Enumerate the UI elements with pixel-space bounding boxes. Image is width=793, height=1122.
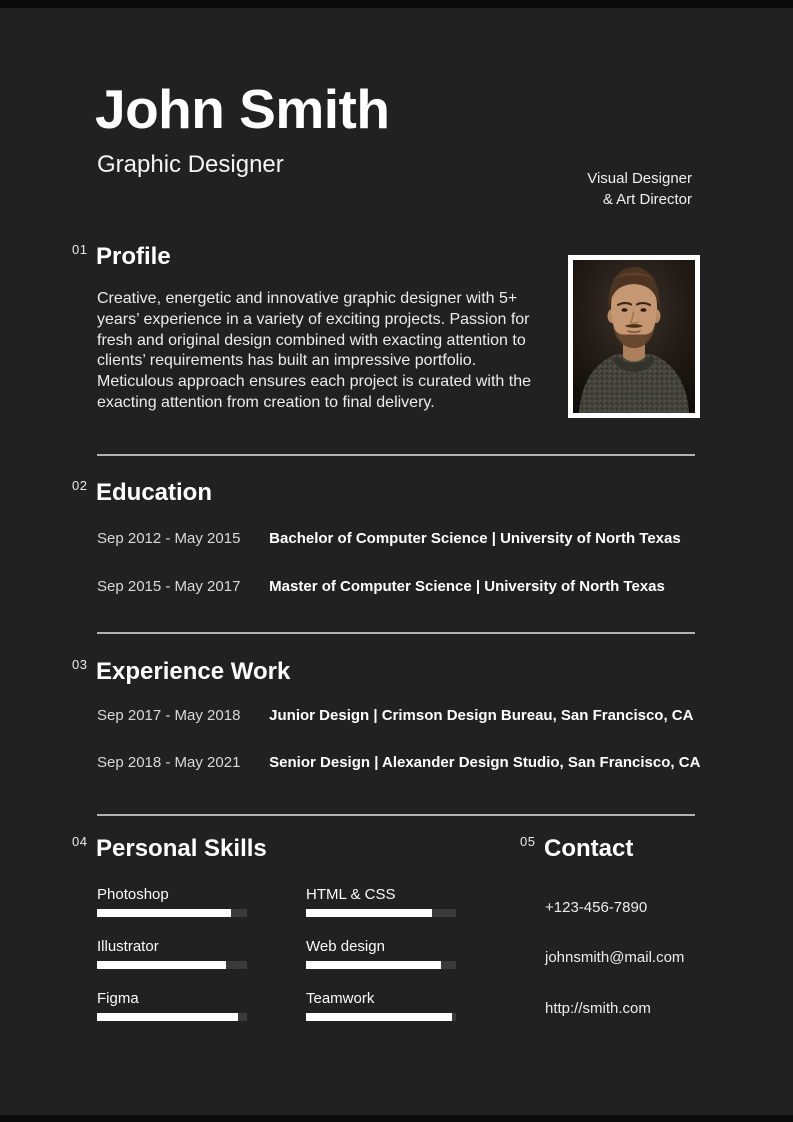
- tagline-line-2: & Art Director: [602, 191, 692, 208]
- skill-label: Teamwork: [306, 990, 375, 1007]
- experience-section-heading: [72, 659, 290, 685]
- section-number: 02: [72, 478, 88, 493]
- top-edge-bar: [0, 0, 793, 8]
- skill-bar: [306, 961, 456, 969]
- experience-period: Sep 2018 - May 2021: [97, 754, 241, 771]
- profile-summary: Creative, energetic and innovative graphic designer with 5+ years’ experience in a variety of exciting projects. Passion for fresh and original design combined with exacting attention to clients’ requirements has built an impressive portfolio. Meticulous approach ensures each project is curated with the exacting attention from creation to final delivery.: [97, 290, 532, 411]
- divider: [97, 632, 695, 634]
- skill-bar-fill: [97, 1013, 238, 1021]
- bottom-edge-bar: [0, 1115, 793, 1122]
- experience-row: [97, 706, 707, 725]
- section-title: Experience Work: [96, 658, 291, 685]
- skill-bar-fill: [306, 909, 432, 917]
- skill-bar: [97, 961, 247, 969]
- skill-bar: [97, 1013, 247, 1021]
- section-number: 03: [72, 657, 88, 672]
- education-detail: Bachelor of Computer Science | University of North Texas: [269, 530, 681, 547]
- skill-label: Illustrator: [97, 938, 159, 955]
- education-period: Sep 2012 - May 2015: [97, 530, 241, 547]
- skills-column-left: [97, 886, 257, 1042]
- section-title: Education: [96, 479, 213, 506]
- skill-bar-fill: [97, 961, 226, 969]
- contact-email: johnsmith@mail.com: [545, 949, 685, 966]
- tagline: [587, 168, 692, 210]
- section-title: Personal Skills: [96, 835, 267, 862]
- education-section-heading: [72, 480, 212, 506]
- skill-label: Web design: [306, 938, 385, 955]
- section-title: Contact: [544, 835, 634, 862]
- skill-item: [306, 886, 466, 938]
- portrait-illustration: [573, 260, 695, 413]
- skill-item: [97, 990, 257, 1042]
- skill-bar: [306, 909, 456, 917]
- experience-period: Sep 2017 - May 2018: [97, 707, 241, 724]
- divider: [97, 454, 695, 456]
- profile-section-heading: [72, 244, 171, 270]
- skill-item: [97, 938, 257, 990]
- education-detail: Master of Computer Science | University of North Texas: [269, 578, 665, 595]
- section-number: 04: [72, 834, 88, 849]
- experience-detail: Senior Design | Alexander Design Studio, San Francisco, CA: [269, 754, 701, 771]
- education-row: [97, 529, 707, 548]
- experience-detail: Junior Design | Crimson Design Bureau, San Francisco, CA: [269, 707, 694, 724]
- skill-item: [306, 990, 466, 1042]
- skill-bar-fill: [306, 961, 441, 969]
- job-title: Graphic Designer: [97, 151, 284, 178]
- profile-photo: [568, 255, 700, 418]
- section-number: 01: [72, 242, 88, 257]
- contact-phone: +123-456-7890: [545, 899, 648, 916]
- education-period: Sep 2015 - May 2017: [97, 578, 241, 595]
- skills-column-right: [306, 886, 466, 1042]
- contact-website: http://smith.com: [545, 1000, 651, 1017]
- skill-item: [306, 938, 466, 990]
- section-title: Profile: [96, 243, 171, 270]
- skill-bar-fill: [97, 909, 231, 917]
- skill-item: [97, 886, 257, 938]
- person-name: John Smith: [95, 78, 390, 140]
- skill-bar: [306, 1013, 456, 1021]
- skill-bar: [97, 909, 247, 917]
- tagline-line-1: Visual Designer: [587, 170, 692, 187]
- skill-label: Photoshop: [97, 886, 169, 903]
- experience-row: [97, 753, 707, 772]
- skill-bar-fill: [306, 1013, 452, 1021]
- skill-label: HTML & CSS: [306, 886, 396, 903]
- divider: [97, 814, 695, 816]
- section-number: 05: [520, 834, 536, 849]
- skills-section-heading: [72, 836, 267, 862]
- education-row: [97, 577, 707, 596]
- contact-section-heading: [520, 836, 633, 862]
- skill-label: Figma: [97, 990, 139, 1007]
